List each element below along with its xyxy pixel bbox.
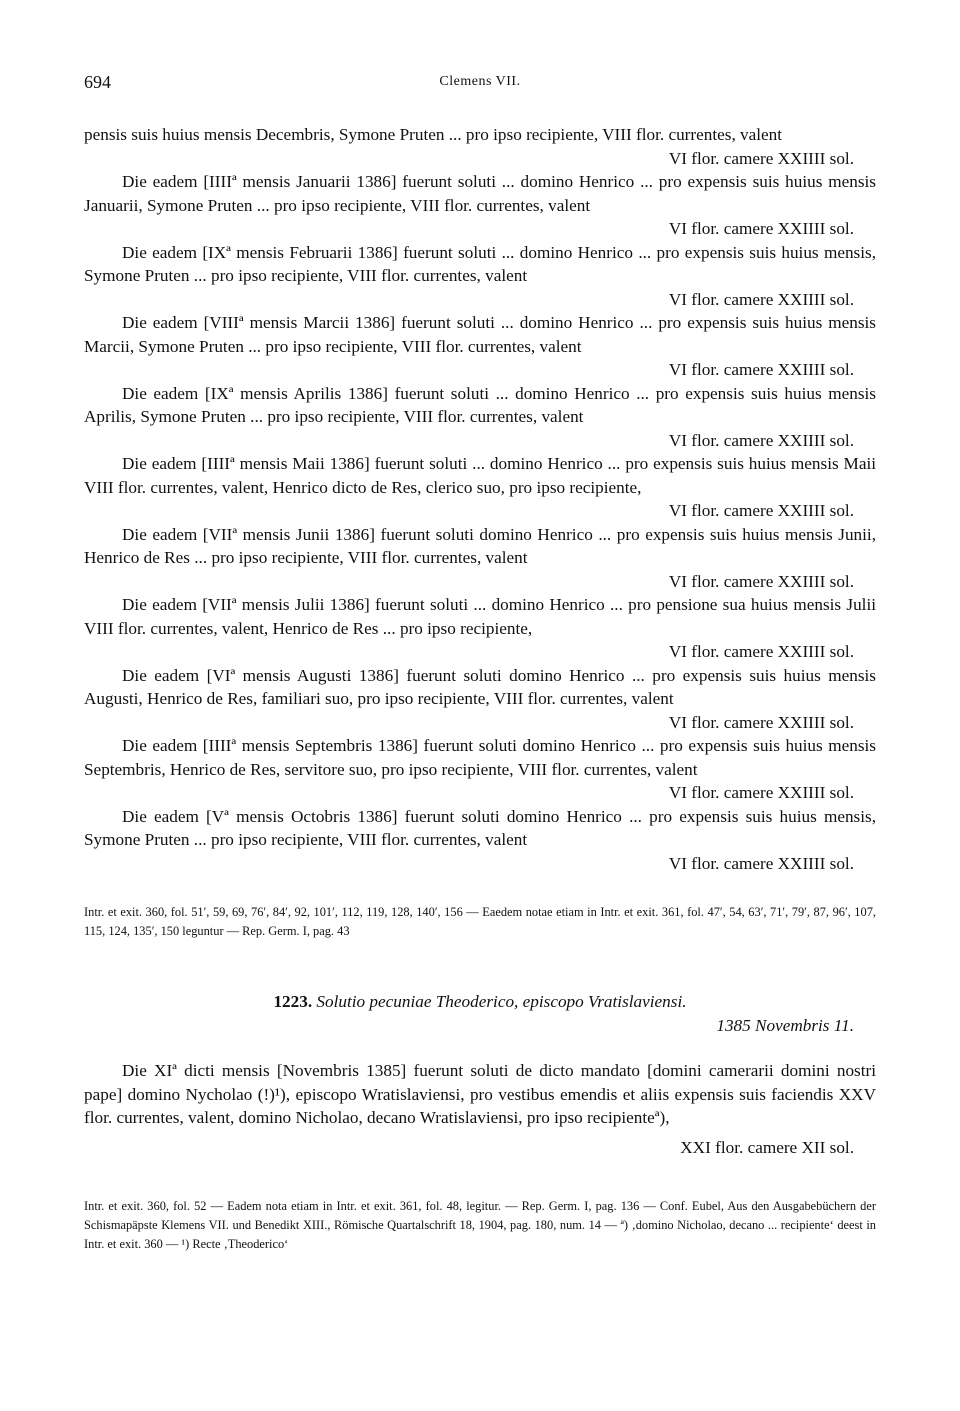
source-note: Intr. et exit. 360, fol. 51′, 59, 69, 76′, 84′, 92, 101′, 112, 119, 128, 140′, 156 — Eaedem notae etiam in Intr. et exit. 361, fol. 47′, 54, 63′, 71′, 79′, 87, 96′, 107, 115, 124, 135′, 150 leguntur — Rep. Germ. I, pag. 43	[84, 905, 876, 938]
main-entry	[84, 1059, 876, 1159]
main-entry-amount: XXI flor. camere XII sol.	[680, 1137, 854, 1157]
entry-continuation	[84, 123, 876, 170]
entry-julii	[84, 593, 876, 664]
entry-text: Die eadem [Vª mensis Octobris 1386] fuerunt soluti domino Henrico ... pro expensis suis huius mensis, Symone Pruten ... pro ipso recipiente, VIII flor. currentes, valent	[84, 806, 876, 849]
entry-text: Die eadem [IIIIª mensis Januarii 1386] fuerunt soluti ... domino Henrico ... pro expensis suis huius mensis Januarii, Symone Pruten ... pro ipso recipiente, VIII flor. currentes, valent	[84, 172, 876, 215]
entry-amount: VI flor. camere XXIIII sol.	[668, 783, 854, 802]
entry-text: Die eadem [VIIIª mensis Marcii 1386] fuerunt soluti ... domino Henrico ... pro expensis suis huius mensis Marcii, Symone Pruten ... pro ipso recipiente, VIII flor. currentes, valent	[84, 313, 876, 356]
entry-januarii	[84, 170, 876, 241]
entry-text: pensis suis huius mensis Decembris, Symone Pruten ... pro ipso recipiente, VIII flor. currentes, valent	[84, 125, 783, 144]
entry-octobris	[84, 805, 876, 876]
entry-amount: VI flor. camere XXIIII sol.	[668, 148, 854, 168]
entry-text: Die eadem [IXª mensis Aprilis 1386] fuerunt soluti ... domino Henrico ... pro expensis suis huius mensis Aprilis, Symone Pruten ... pro ipso recipiente, VIII flor. currentes, valent	[84, 383, 876, 426]
entry-amount: VI flor. camere XXIIII sol.	[668, 571, 854, 591]
entry-text: Die eadem [VIª mensis Augusti 1386] fuerunt soluti domino Henrico ... pro expensis suis huius mensis Augusti, Henrico de Res, familiari suo, pro ipso recipiente, VIII flor. currentes, valent	[84, 665, 876, 708]
entry-maii	[84, 452, 876, 523]
running-header	[84, 72, 876, 102]
entry-amount: VI flor. camere XXIIII sol.	[668, 501, 854, 520]
apparatus-note: Intr. et exit. 360, fol. 52 — Eadem nota etiam in Intr. et exit. 361, fol. 48, legitur. — Rep. Germ. I, pag. 136 — Conf. Eubel, Aus den Ausgabebüchern der Schismapäpste Klemens VII. und Benedikt XIII., Römische Quartalschrift 18, 1904, pag. 180, num. 14 — ª) ‚domino Nicholao, decano ... recipiente‘ deest in Intr. et exit. 360 — ¹) Recte ‚Theoderico‘	[84, 1199, 876, 1251]
entry-junii	[84, 523, 876, 594]
entry-februarii	[84, 241, 876, 312]
main-entry-text: Die XIª dicti mensis [Novembris 1385] fuerunt soluti de dicto mandato [domini camerarii domini nostri pape] domino Nycholao (!)¹), episcopo Wratislaviensi, pro vestibus emendis et aliis expensis suis faciendis XXV flor. currentes, valent, domino Nicholao, decano Wratislaviensi, pro ipso recipienteª),	[84, 1061, 876, 1127]
entry-amount: VI flor. camere XXIIII sol.	[668, 642, 854, 661]
page-number: 694	[84, 72, 111, 92]
entry-amount: VI flor. camere XXIIII sol.	[668, 289, 854, 309]
entry-septembris	[84, 734, 876, 805]
entry-text: Die eadem [VIIª mensis Julii 1386] fuerunt soluti ... domino Henrico ... pro pensione sua huius mensis Julii VIII flor. currentes, valent, Henrico de Res ... pro ipso recipiente,	[84, 595, 876, 638]
entry-amount: VI flor. camere XXIIII sol.	[668, 430, 854, 450]
running-title: Clemens VII.	[439, 74, 521, 89]
entry-amount: VI flor. camere XXIIII sol.	[668, 712, 854, 732]
entry-amount: VI flor. camere XXIIII sol.	[668, 853, 854, 873]
entry-amount: VI flor. camere XXIIII sol.	[668, 360, 854, 379]
document-title: Solutio pecuniae Theoderico, episcopo Vratislaviensi.	[316, 992, 687, 1011]
entry-text: Die eadem [IIIIª mensis Maii 1386] fuerunt soluti ... domino Henrico ... pro expensis suis huius mensis Maii VIII flor. currentes, valent, Henrico dicto de Res, clerico suo, pro ipso recipiente,	[84, 454, 876, 497]
entry-marcii	[84, 311, 876, 382]
document-rubric	[84, 990, 876, 1038]
entry-text: Die eadem [IIIIª mensis Septembris 1386] fuerunt soluti domino Henrico ... pro expensis suis huius mensis Septembris, Henrico de Res, servitore suo, pro ipso recipiente, VIII flor. currentes, valent	[84, 736, 876, 779]
payment-entries	[84, 123, 876, 875]
document-number: 1223.	[273, 992, 313, 1011]
entry-amount: VI flor. camere XXIIII sol.	[668, 219, 854, 238]
entry-text: Die eadem [VIIª mensis Junii 1386] fuerunt soluti domino Henrico ... pro expensis suis huius mensis Junii, Henrico de Res ... pro ipso recipiente, VIII flor. currentes, valent	[84, 524, 876, 567]
entry-augusti	[84, 664, 876, 735]
document-date: 1385 Novembris 11.	[716, 1016, 854, 1035]
entry-aprilis	[84, 382, 876, 453]
entry-text: Die eadem [IXª mensis Februarii 1386] fuerunt soluti ... domino Henrico ... pro expensis suis huius mensis, Symone Pruten ... pro ipso recipiente, VIII flor. currentes, valent	[84, 242, 876, 285]
rubric-heading	[84, 990, 876, 1014]
